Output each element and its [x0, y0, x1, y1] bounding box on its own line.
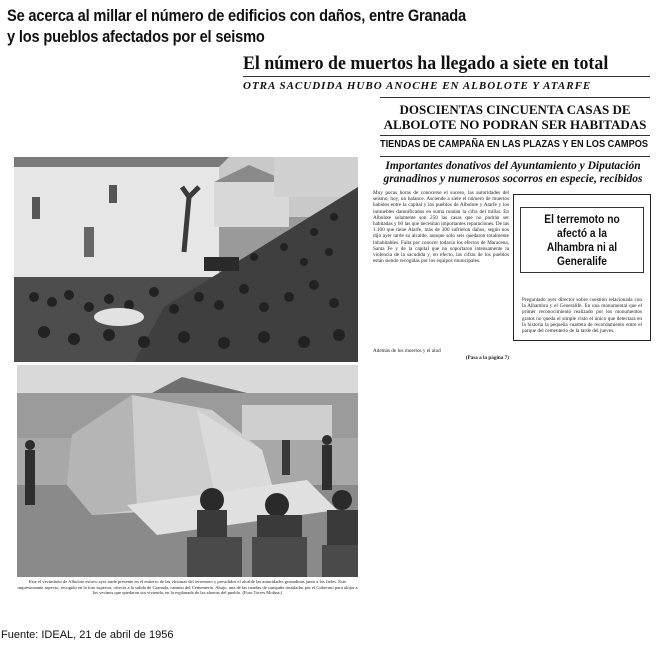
- continued-note: (Pasa a la página 7): [465, 355, 509, 361]
- deck-donations-line-2: granadinos y numerosos socorros en especie, recibidos: [383, 173, 643, 185]
- box-title-frame: [520, 207, 644, 273]
- deck-houses: [376, 102, 654, 132]
- divider: [243, 76, 650, 77]
- divider: [380, 97, 650, 98]
- article-text: Muy pocas horas de conocerse el suceso, las autoridades del seísmo, hoy, un balance. Asciende a siete el número de muertos habidos entre la capital y los pueblos de Albolote y Atarfe y los inmuebles damnificados en suma rondan la cifra del millar. En Albolote solamente son 250 las casas que no podrán ser habitadas y 60 las que necesitan importantes reparaciones. De las 1.100 que tiene Atarfe, más de 300 sufrieron daños, según nos dijo ayer tarde su alcalde, aunque sólo seis quedaron totalmente inhabitables. Falta por conocer todavía los efectos de Maracena, Santa Fe y de la capital que no soportaron intensamente la violencia de la sacudida y, en efecto, las cifras de los pueblos están siendo recogidas por los equipos municipales.: [373, 190, 509, 265]
- source-footer: Fuente: IDEAL, 21 de abril de 1956: [1, 629, 174, 641]
- headline-line-1: Se acerca al millar el número de edificios con daños, entre Granada: [7, 6, 466, 25]
- box-title-line-1: El terremoto no afectó a la: [544, 212, 620, 240]
- deck-houses-line-2: ALBOLOTE NO PODRAN SER HABITADAS: [383, 117, 647, 132]
- sidebar-box: [513, 194, 651, 341]
- tent-image: [17, 365, 358, 577]
- deck-houses-line-1: DOSCIENTAS CINCUENTA CASAS DE: [399, 102, 631, 117]
- divider: [380, 156, 650, 157]
- deck-tents: TIENDAS DE CAMPAÑA EN LAS PLAZAS Y EN LOS CAMPOS: [380, 139, 649, 150]
- subhead: OTRA SACUDIDA HUBO ANOCHE EN ALBOLOTE Y ATARFE: [243, 80, 592, 92]
- deck-donations-line-1: Importantes donativos del Ayuntamiento y Diputación: [385, 160, 641, 172]
- article-body: [373, 190, 509, 344]
- photo-tent: [17, 365, 358, 577]
- main-headline: El número de muertos ha llegado a siete en total: [243, 53, 609, 74]
- photo-caption: Este el vecindario de Albolote estuvo ayer tarde presente en el entierro de las víctimas del terremoto y presididos el alcalde las autoridades granadinas junto a los fieles. Este impresionante aspecto, recogido en la foto superior, ofrecía a la salida de Granada, camino del Cementerio. Abajo, una de las tiendas de campaña instaladas por el Gobierno para alojar a los vecinos que quedaron sin vivienda, en la explanada de las afueras del pueblo. (Foto Torres Molina.): [17, 579, 358, 596]
- article-end: Además de los muertos y el alud: [373, 348, 441, 354]
- deck-donations: [372, 160, 654, 186]
- procession-image: [14, 157, 358, 362]
- headline-line-2: y los pueblos afectados por el seismo: [7, 27, 265, 46]
- box-title-line-2: Alhambra ni al Generalife: [546, 240, 618, 268]
- divider: [380, 135, 650, 136]
- photo-procession: [14, 157, 358, 362]
- box-body: Preguntado ayer director sobre cuestión relacionada con la Alhambra y el Generalife. En una monumental que el primer reconocimiento realizado por los monumentos gratos no queda el simple visto el único que detectara en la historia la pequeña cuarteta de recordamiento entre el parque del cementerio de la tarde del jueves.: [522, 297, 642, 335]
